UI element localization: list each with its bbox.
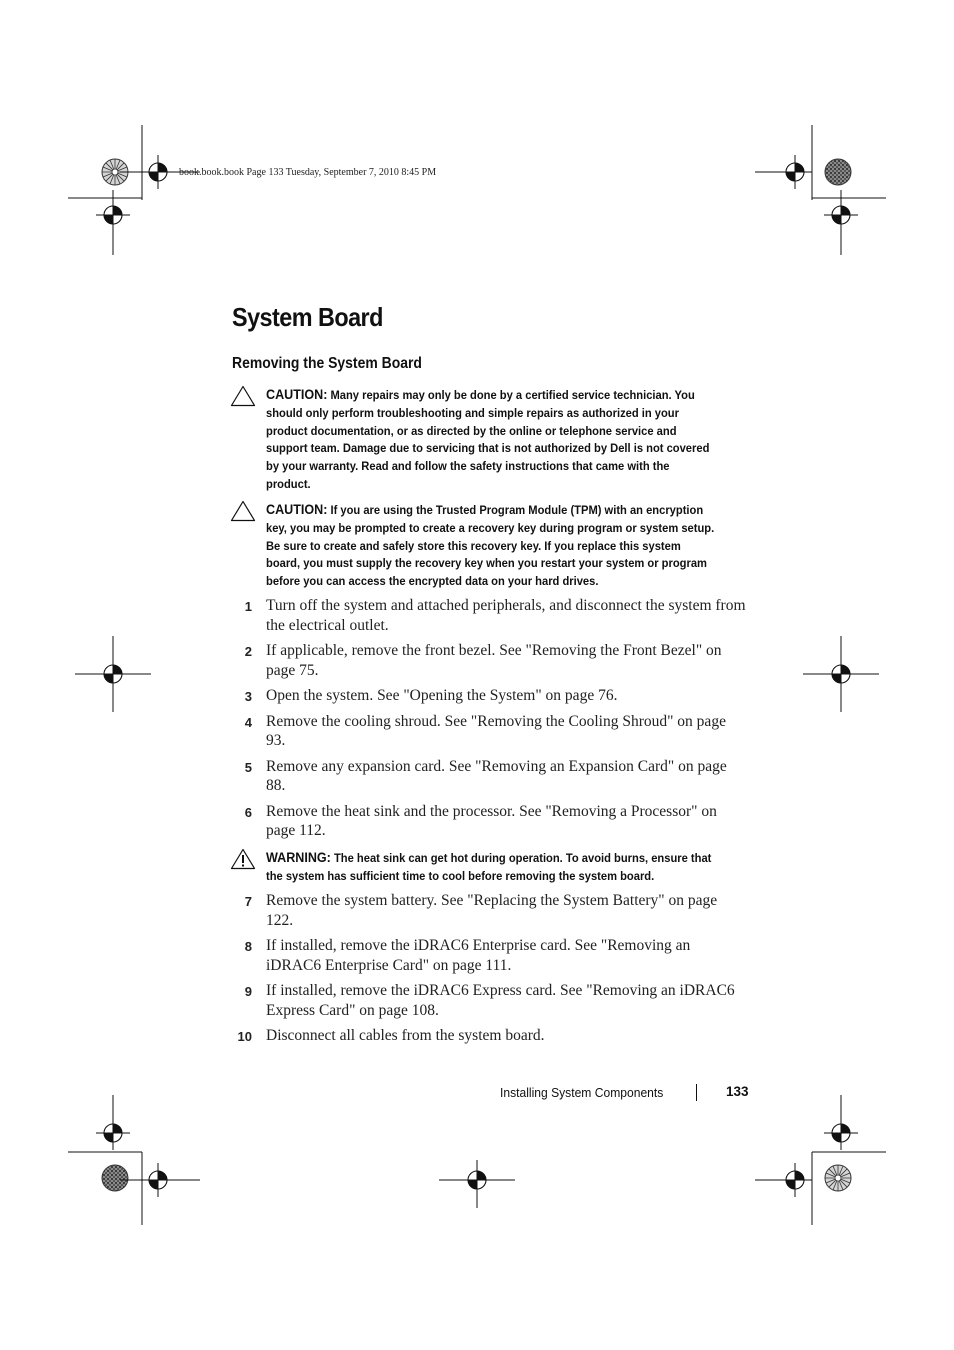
caution-notice (230, 501, 750, 591)
procedure-steps-continued (232, 891, 762, 1046)
step-text: Remove any expansion card. See "Removing an Expansion Card" on page 88. (266, 757, 727, 794)
list-item (232, 936, 762, 975)
list-item (232, 641, 762, 680)
step-text: Remove the system battery. See "Replacing the System Battery" on page 122. (266, 892, 718, 929)
notice-label: CAUTION: (266, 387, 328, 402)
step-number: 9 (244, 984, 252, 999)
notice-text: Many repairs may only be done by a certified service technician. You should only perform troubleshooting and simple repairs as authorized in your product documentation, or as directed by the online or telephone service and support team. Damage due to servicing that is not authorized by Dell is not covered by your warranty. Read and follow the safety instructions that came with the product. (266, 388, 710, 491)
notice-text: If you are using the Trusted Program Module (TPM) with an encryption key, you may be prompted to create a recovery key during program or system setup. Be sure to create and safely store this recovery key. If you replace this system board, you must supply the recovery key when you restart your system or program before you can access the encrypted data on your hard drives. (266, 503, 715, 589)
footer-section-title: Installing System Components (500, 1085, 664, 1100)
caution-notice (230, 386, 750, 494)
notice-text: The heat sink can get hot during operation. To avoid burns, ensure that the system has sufficient time to cool before removing the system board. (266, 851, 712, 883)
procedure-steps (232, 596, 762, 841)
caution-triangle-icon (230, 500, 256, 522)
step-text: If installed, remove the iDRAC6 Enterprise card. See "Removing an iDRAC6 Enterprise Card" on page 111. (266, 937, 691, 974)
step-number: 7 (244, 894, 252, 909)
page-title: System Board (232, 302, 383, 332)
step-text: If applicable, remove the front bezel. See "Removing the Front Bezel" on page 75. (266, 642, 722, 679)
print-header: book.book.book Page 133 Tuesday, September 7, 2010 8:45 PM (179, 167, 437, 178)
step-number: 5 (244, 759, 252, 775)
step-number: 8 (244, 939, 252, 954)
list-item (232, 981, 762, 1020)
footer-divider (696, 1084, 697, 1101)
warning-notice (230, 849, 750, 886)
list-item (232, 712, 762, 751)
list-item (232, 802, 762, 841)
step-number: 1 (244, 599, 252, 614)
list-item (232, 686, 762, 706)
step-number: 3 (244, 689, 252, 704)
step-text: Turn off the system and attached peripherals, and disconnect the system from the electrical outlet. (266, 597, 746, 634)
notice-label: WARNING: (266, 850, 331, 865)
step-text: Open the system. See "Opening the System" on page 76. (266, 687, 618, 704)
step-number: 6 (244, 804, 252, 820)
notice-label: CAUTION: (266, 502, 328, 517)
caution-triangle-icon (230, 385, 256, 407)
step-number: 2 (244, 644, 252, 659)
list-item (232, 757, 762, 796)
warning-exclamation-icon (230, 848, 256, 870)
step-text: Remove the heat sink and the processor. See "Removing a Processor" on page 112. (266, 802, 717, 839)
list-item (232, 596, 762, 635)
step-number: 10 (237, 1029, 252, 1044)
step-number: 4 (244, 714, 252, 730)
step-text: Remove the cooling shroud. See "Removing the Cooling Shroud" on page 93. (266, 712, 726, 749)
section-heading: Removing the System Board (232, 355, 422, 372)
step-text: If installed, remove the iDRAC6 Express card. See "Removing an iDRAC6 Express Card" on page 108. (266, 982, 735, 1019)
page-number: 133 (726, 1084, 749, 1099)
list-item (232, 1026, 762, 1046)
list-item (232, 891, 762, 930)
step-text: Disconnect all cables from the system board. (266, 1027, 545, 1044)
